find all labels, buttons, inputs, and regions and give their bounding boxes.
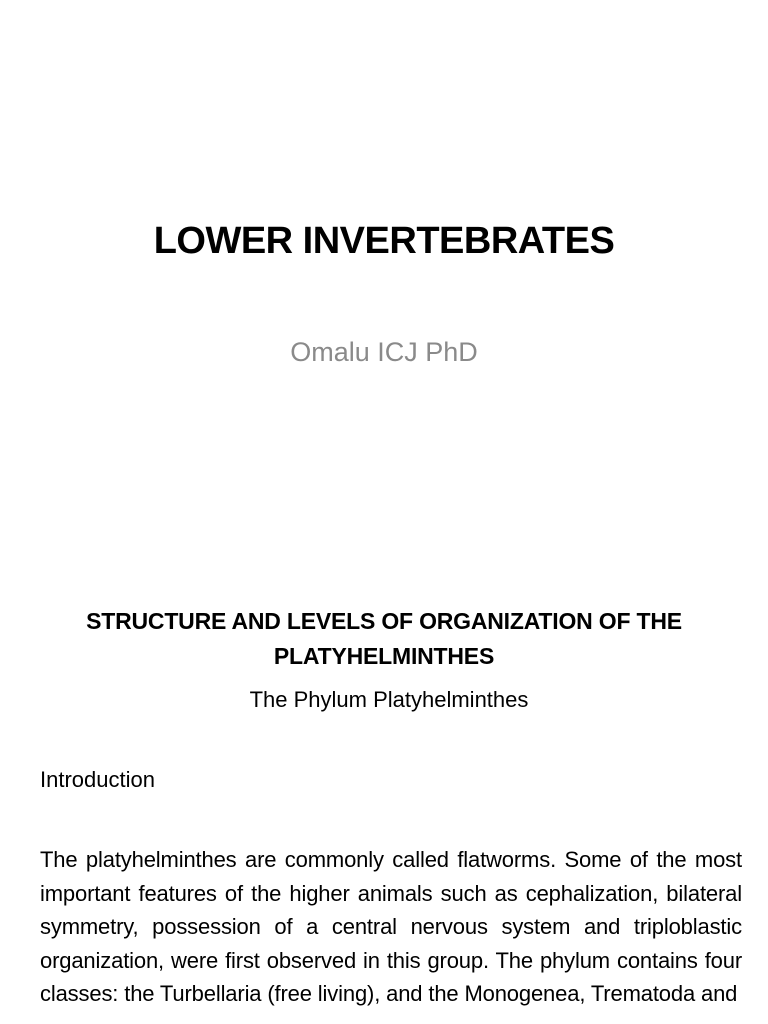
section-heading: STRUCTURE AND LEVELS OF ORGANIZATION OF THE PLATYHELMINTHES: [86, 608, 682, 669]
intro-label: Introduction: [40, 767, 155, 792]
slide-title: LOWER INVERTEBRATES: [153, 220, 615, 262]
body-paragraph: The platyhelminthes are commonly called flatworms. Some of the most important features of the higher animals such as cephalization, bilateral symmetry, possession of a central nervous system and triploblastic organization, were first observed in this group. The phylum contains four classes: the Turbellaria (free living), and the Monogenea, Trematoda and: [40, 847, 742, 1007]
section-subheading: The Phylum Platyhelminthes: [249, 687, 529, 712]
slide-author: Omalu ICJ PhD: [290, 337, 478, 367]
